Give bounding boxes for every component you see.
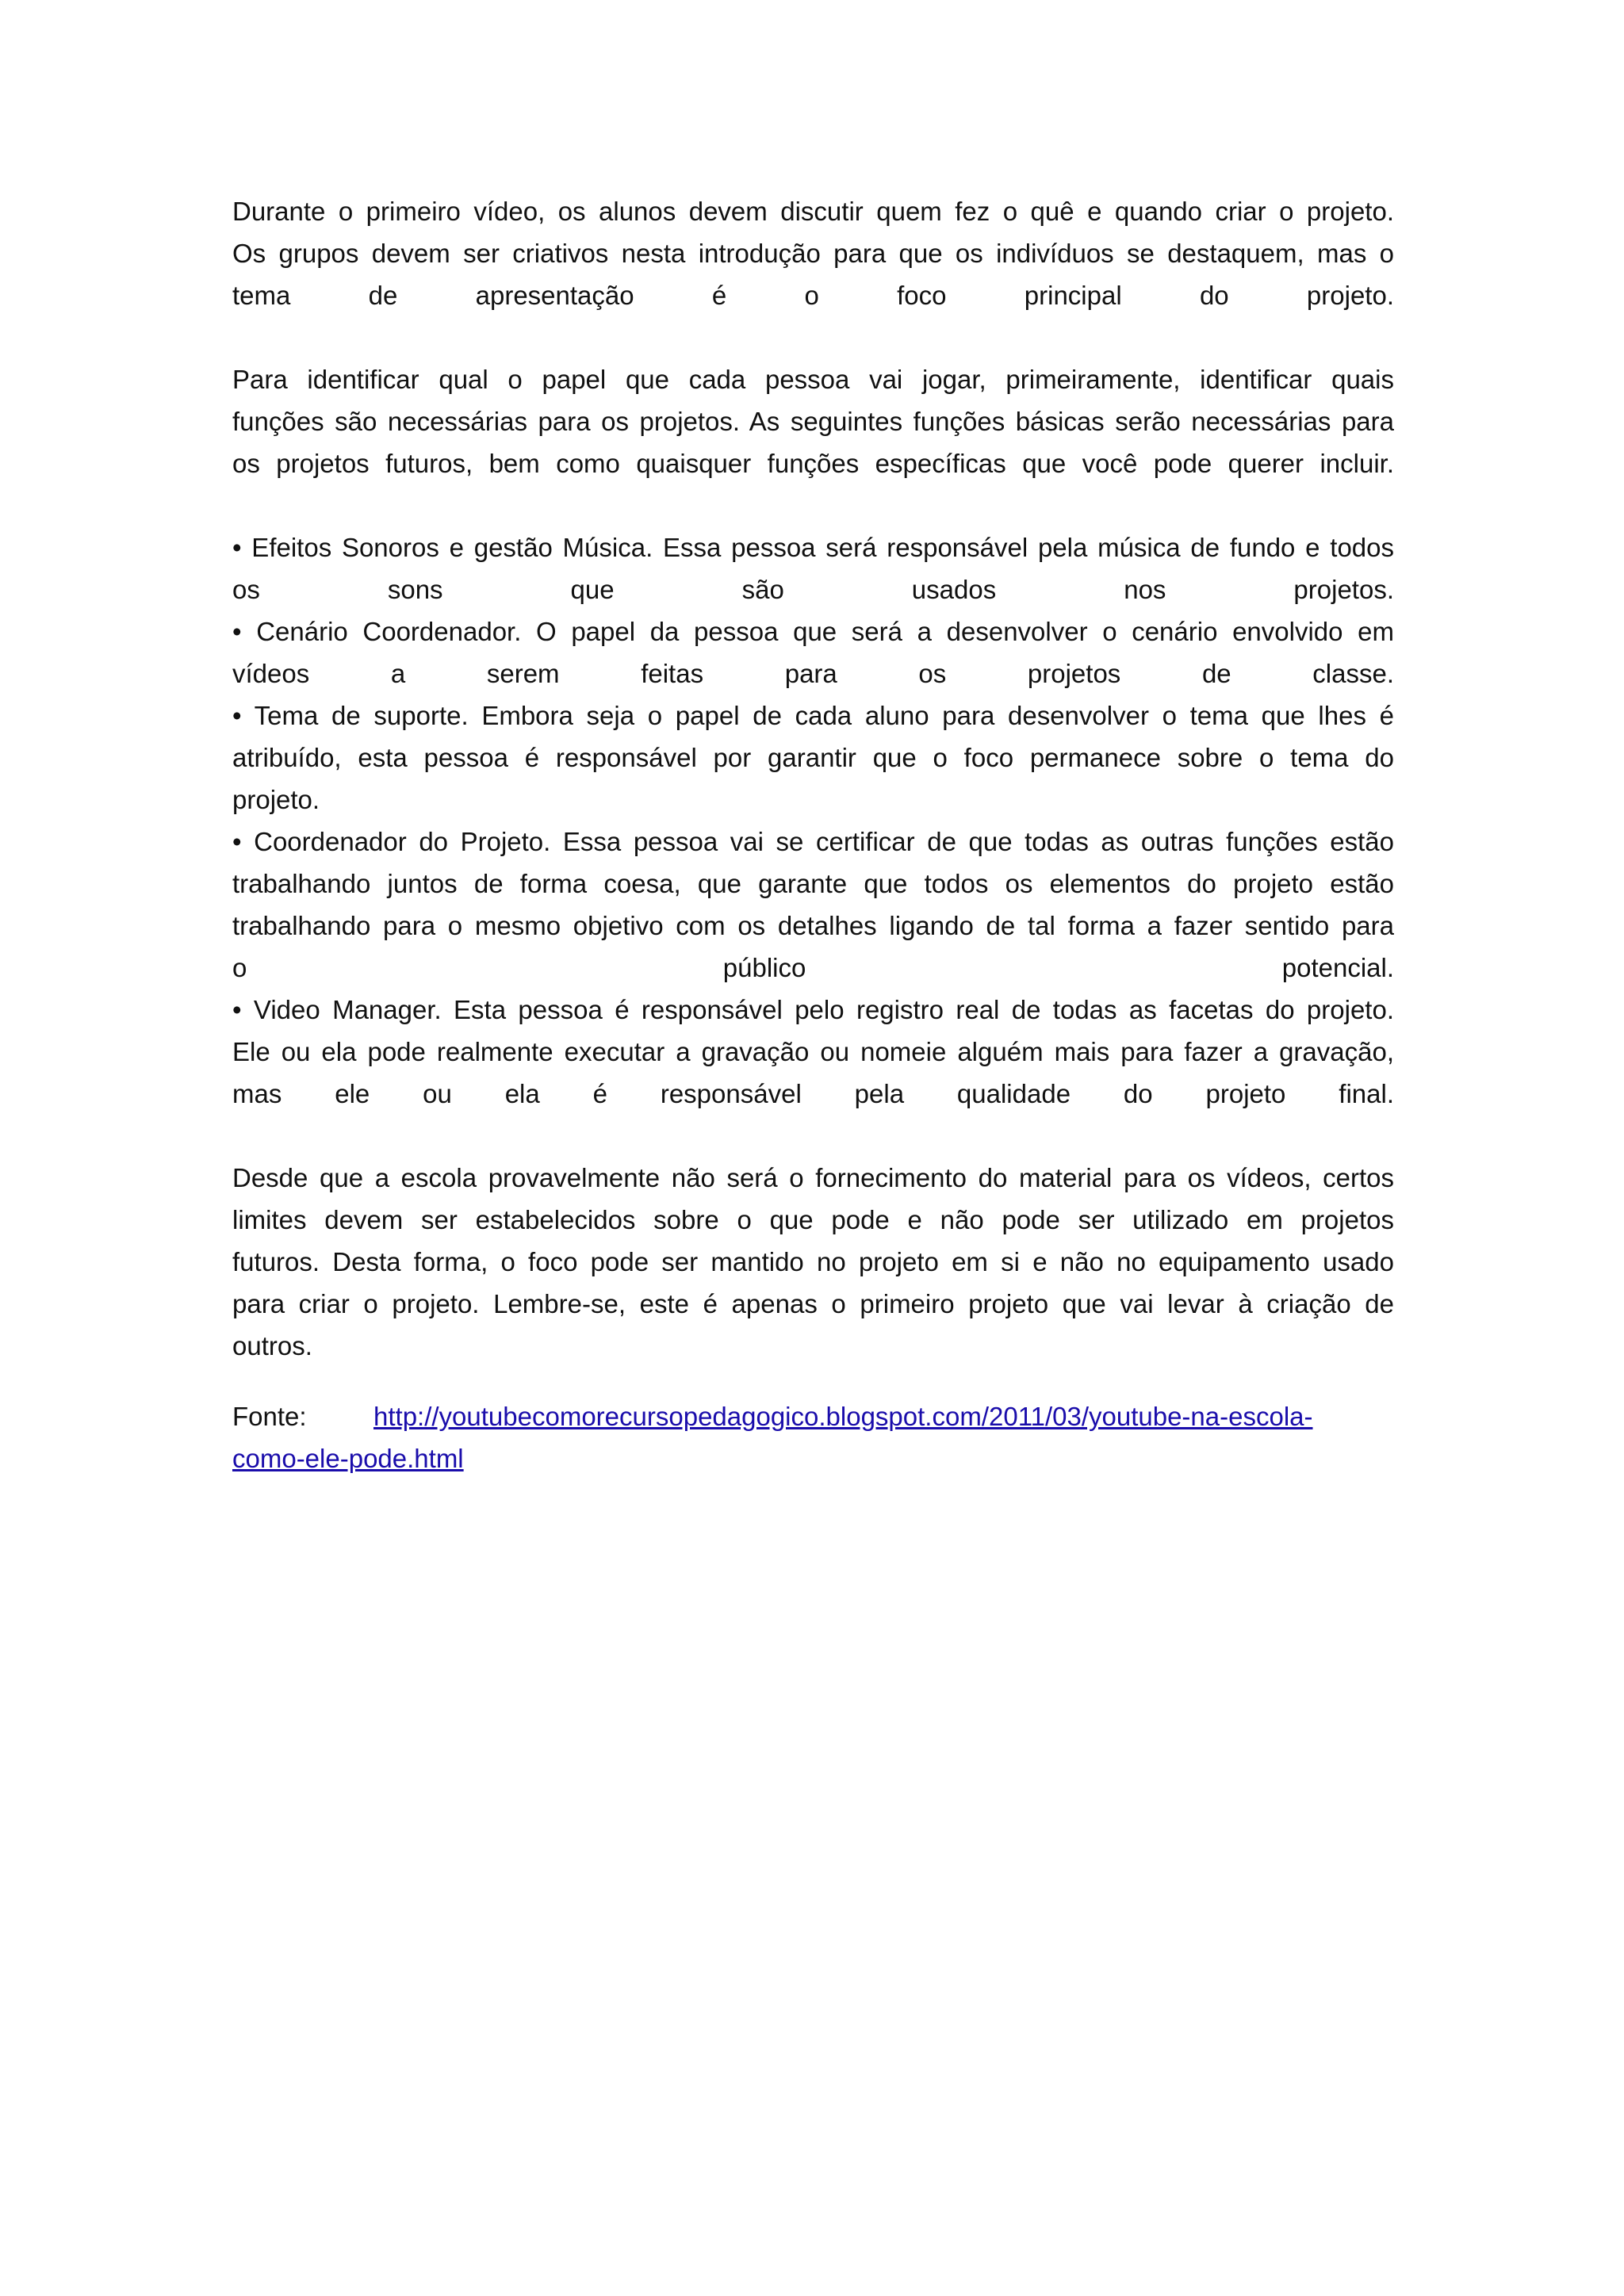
bullet-line: mas ele ou ela é responsável pela qualidade do projeto final. [232,1079,1394,1108]
source-label: Fonte: [232,1402,307,1431]
bullet-item-coordinator [232,821,1394,989]
source-link-line2: como-ele-pode.html [232,1444,464,1473]
bullet-line: Ele ou ela pode realmente executar a gravação ou nomeie alguém mais para fazer a gravação, [232,1037,1394,1066]
bullet-line: projeto. [232,785,320,814]
bullet-line: o público potencial. [232,953,1394,982]
paragraph-line: limites devem ser estabelecidos sobre o que pode e não pode ser utilizado em projetos [232,1205,1394,1234]
bullet-line: • Cenário Coordenador. O papel da pessoa que será a desenvolver o cenário envolvido em [232,617,1394,646]
source-link-line1: http://youtubecomorecursopedagogico.blogspot.com/2011/03/youtube-na-escola- [373,1402,1313,1431]
bullet-line: trabalhando para o mesmo objetivo com os detalhes ligando de tal forma a fazer sentido para [232,911,1394,940]
bullet-line: • Video Manager. Esta pessoa é responsável pelo registro real de todas as facetas do projeto. [232,995,1394,1024]
paragraph-line: tema de apresentação é o foco principal do projeto. [232,281,1394,310]
paragraph-roles [232,358,1394,484]
paragraph-line: Durante o primeiro vídeo, os alunos devem discutir quem fez o quê e quando criar o projeto. [232,197,1394,226]
source-citation [232,1395,1394,1479]
paragraph-line: funções são necessárias para os projetos. As seguintes funções básicas serão necessárias para [232,407,1394,436]
paragraph-line: para criar o projeto. Lembre-se, este é apenas o primeiro projeto que vai levar à criação de [232,1289,1394,1318]
bullet-line: • Efeitos Sonoros e gestão Música. Essa pessoa será responsável pela música de fundo e todos [232,533,1394,562]
source-link[interactable] [232,1402,1313,1473]
paragraph-intro [232,190,1394,316]
paragraph-line: futuros. Desta forma, o foco pode ser mantido no projeto em si e não no equipamento usado [232,1247,1394,1276]
bullet-item-sound [232,526,1394,610]
document-page [232,190,1394,1479]
bullet-list [232,526,1394,1115]
paragraph-line: os projetos futuros, bem como quaisquer funções específicas que você pode querer incluir. [232,449,1394,478]
bullet-item-scenery [232,610,1394,695]
paragraph-line: Desde que a escola provavelmente não será o fornecimento do material para os vídeos, certos [232,1163,1394,1192]
bullet-line: trabalhando juntos de forma coesa, que garante que todos os elementos do projeto estão [232,869,1394,898]
paragraph-limits [232,1157,1394,1367]
bullet-line: • Tema de suporte. Embora seja o papel de cada aluno para desenvolver o tema que lhes é [232,701,1394,730]
bullet-line: os sons que são usados nos projetos. [232,575,1394,604]
bullet-item-video-manager [232,989,1394,1115]
paragraph-line: Os grupos devem ser criativos nesta introdução para que os indivíduos se destaquem, mas o [232,239,1394,268]
paragraph-line: Para identificar qual o papel que cada pessoa vai jogar, primeiramente, identificar quais [232,365,1394,394]
bullet-line: atribuído, esta pessoa é responsável por garantir que o foco permanece sobre o tema do [232,743,1394,772]
bullet-line: vídeos a serem feitas para os projetos de classe. [232,659,1394,688]
paragraph-line: outros. [232,1331,312,1360]
bullet-line: • Coordenador do Projeto. Essa pessoa vai se certificar de que todas as outras funções estão [232,827,1394,856]
bullet-item-theme [232,695,1394,821]
